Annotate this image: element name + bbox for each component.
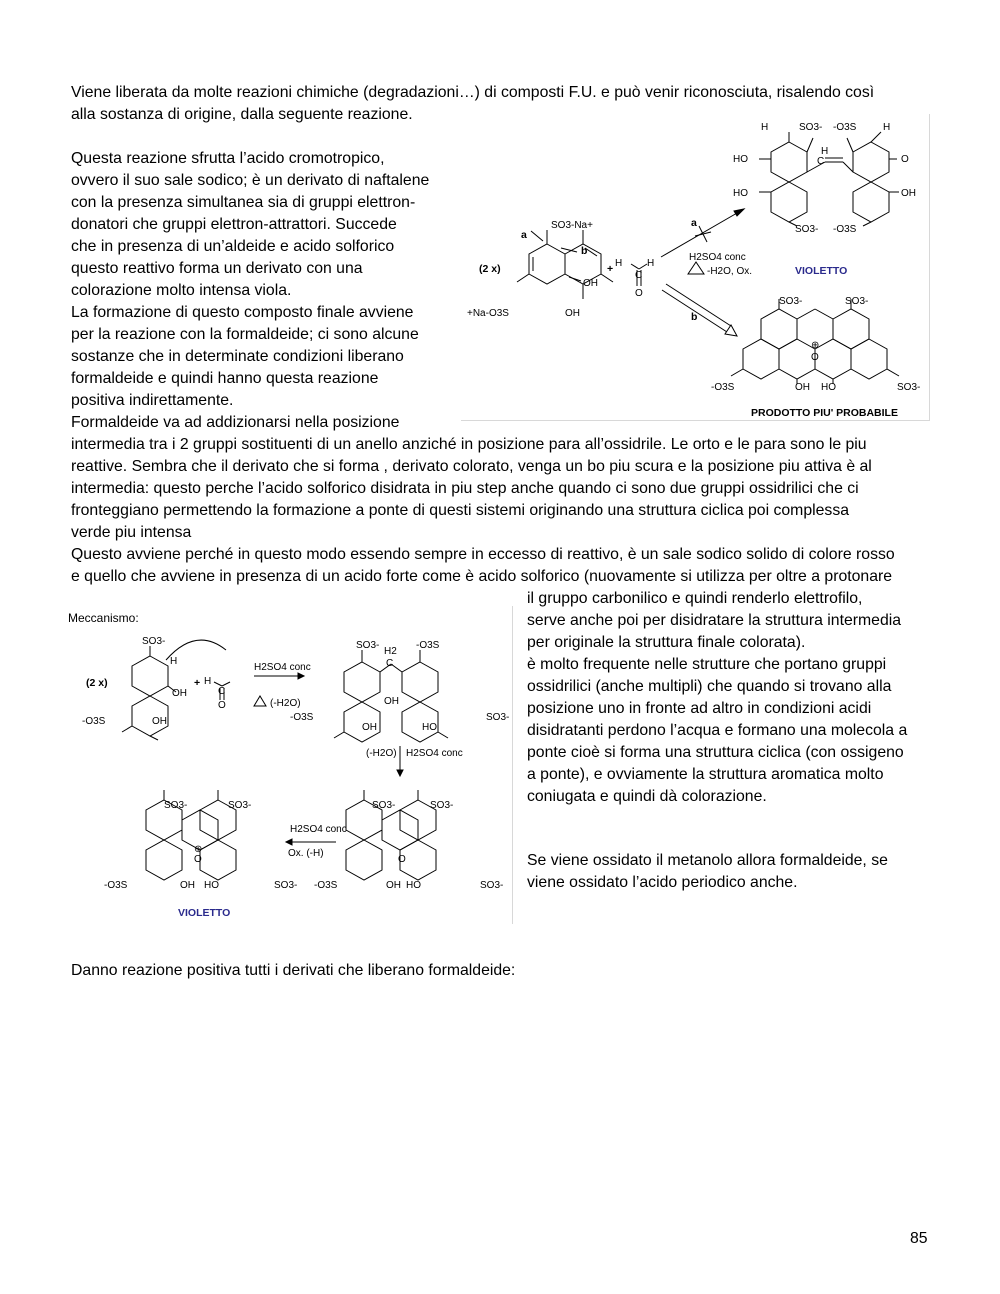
text-line: donatori che gruppi elettron-attrattori. Succede <box>71 216 397 233</box>
mech-conditions-2: (-H2O) <box>270 698 301 709</box>
final-ho: HO <box>204 880 219 891</box>
plus-sign: + <box>607 263 614 275</box>
text-line: serve anche poi per disidratare la struttura intermedia <box>527 612 902 629</box>
mech-conditions-1: H2SO4 conc <box>254 662 311 673</box>
mech-conditions-3: (-H2O) <box>366 748 397 759</box>
text-line: a ponte), e ovviamente la struttura aromatica molto <box>527 766 884 783</box>
mechanism-figure <box>66 606 513 924</box>
mech-plus: + <box>194 677 201 689</box>
text-line: e quello che avviene in presenza di un acido forte come è acido solforico (nuovamente si utilizza per oltre a protonare <box>71 568 893 585</box>
text-line: formaldeide e quindi hanno questa reazione <box>71 370 379 387</box>
text-line: ponte cioè si forma una struttura ciclica (con ossigeno <box>527 744 904 761</box>
text-line: Viene liberata da molte reazioni chimiche (degradazioni…) di composti F.U. e può venir riconosciuta, risalendo così <box>71 84 875 101</box>
text-line: positiva indirettamente. <box>71 392 234 409</box>
text-line: per la reazione con la formaldeide; ci sono alcune <box>71 326 419 343</box>
top-o3s-2: -O3S <box>833 224 857 235</box>
text-line: La formazione di questo composto finale avviene <box>71 304 414 321</box>
text-line: reattive. Sembra che il derivato che si forma , derivato colorato, venga un bo piu scura e la posizione piu attiva è al <box>71 458 872 475</box>
last-so3-1: SO3- <box>372 800 396 811</box>
text-line: colorazione molto intensa viola. <box>71 282 292 299</box>
int-ho: HO <box>422 722 437 733</box>
reaction-scheme <box>461 114 929 420</box>
final-violetto-label: VIOLETTO <box>178 907 231 919</box>
text-line: Se viene ossidato il metanolo allora formaldeide, se <box>527 852 888 869</box>
prodotto-label: PRODOTTO PIU' PROBABILE <box>751 407 898 419</box>
final-oh: OH <box>180 880 195 891</box>
top-o3s-1: -O3S <box>833 122 857 133</box>
position-label-b: b <box>581 245 588 257</box>
right-column-paragraph-2 <box>527 850 888 894</box>
conditions-oxidation: -H2O, Ox. <box>707 266 753 277</box>
formaldehyde-c: C <box>635 270 643 281</box>
mech-formaldehyde-h: H <box>204 676 212 687</box>
mech-h: H <box>170 656 178 667</box>
top-o: O <box>901 154 909 165</box>
oh-label-2: OH <box>565 308 580 319</box>
text-line: fronteggiano permettendo la formazione a ponte di questi sistemi originando una struttura ciclica poi complessa <box>71 502 849 519</box>
conditions-acid: H2SO4 conc <box>689 252 746 263</box>
naso3-label: +Na-O3S <box>467 308 509 319</box>
top-so3-1: SO3- <box>799 122 823 133</box>
formaldehyde-h-1: H <box>615 258 623 269</box>
final-so3-1: SO3- <box>164 800 188 811</box>
text-line: Questo avviene perché in questo modo essendo sempre in eccesso di reattivo, è un sale sodico solido di colore rosso <box>71 546 895 563</box>
text-line: ossidrilici (anche multipli) che quando si trovano alla <box>527 678 892 695</box>
bottom-oh: OH <box>795 382 810 393</box>
mech-oh-2: OH <box>152 716 167 727</box>
text-line: coniugata e quindi dà colorazione. <box>527 788 767 805</box>
arrow-label-a: a <box>691 217 697 229</box>
text-line: Questa reazione sfrutta l’acido cromotropico, <box>71 150 385 167</box>
text-line: questo reattivo forma un derivato con una <box>71 260 363 277</box>
mech-conditions-6: Ox. (-H) <box>288 848 324 859</box>
last-ho: HO <box>406 880 421 891</box>
top-ho-1: HO <box>733 154 748 165</box>
bottom-so3-2: SO3- <box>845 296 869 307</box>
top-ho-2: HO <box>733 188 748 199</box>
top-h-1: H <box>761 122 769 133</box>
arrow-label-b: b <box>691 311 698 323</box>
top-oh: OH <box>901 188 916 199</box>
last-o3s: -O3S <box>314 880 338 891</box>
text-line: ovvero il suo sale sodico; è un derivato di naftalene <box>71 172 430 189</box>
bottom-so3-3: SO3- <box>897 382 921 393</box>
bottom-o3s: -O3S <box>711 382 735 393</box>
page-number: 85 <box>910 1230 928 1247</box>
last-o: O <box>398 854 406 865</box>
last-so3-3: SO3- <box>480 880 504 891</box>
mechanism-title: Meccanismo: <box>68 611 139 625</box>
int-o3s-2: -O3S <box>290 712 314 723</box>
text-line: sostanze che in determinate condizioni liberano <box>71 348 404 365</box>
top-so3-2: SO3- <box>795 224 819 235</box>
text-line: Formaldeide va ad addizionarsi nella posizione <box>71 414 400 431</box>
text-line: intermedia tra i 2 gruppi sostituenti di un anello anziché in posizione para all’ossidrile. Le orto e le para sono le piu <box>71 436 867 453</box>
text-line: disidratanti perdono l’acqua e formano una molecola a <box>527 722 908 739</box>
text-line: verde piu intensa <box>71 524 192 541</box>
text-line: il gruppo carbonilico e quindi renderlo elettrofilo, <box>527 590 863 607</box>
int-oh-2: OH <box>362 722 377 733</box>
position-label-a: a <box>521 229 527 241</box>
reaction-figure <box>461 114 930 421</box>
int-h2: H2 <box>384 646 397 657</box>
text-line: con la presenza simultanea sia di gruppi elettron- <box>71 194 416 211</box>
text-line: intermedia: questo perche l’acido solforico disidrata in piu step anche quando ci sono due gruppi ossidrilici che ci <box>71 480 859 497</box>
so3na-label: SO3-Na+ <box>551 220 593 231</box>
mech-conditions-4: H2SO4 conc <box>406 748 463 759</box>
int-so3-1: SO3- <box>356 640 380 651</box>
bottom-ho: HO <box>821 382 836 393</box>
final-o-plus: ⊕ <box>194 844 203 855</box>
reagent-multiplier: (2 x) <box>479 263 501 275</box>
mech-so3-1: SO3- <box>142 636 166 647</box>
closing-paragraph <box>71 960 515 982</box>
bottom-o-plus: ⊕ <box>811 340 820 351</box>
right-column-paragraph <box>527 588 907 808</box>
text-line: posizione uno in fronte ad altro in condizioni acidi <box>527 700 872 717</box>
mech-multiplier: (2 x) <box>86 677 108 689</box>
final-so3-3: SO3- <box>274 880 298 891</box>
final-o3s: -O3S <box>104 880 128 891</box>
mechanism-scheme <box>66 606 512 924</box>
bottom-so3-1: SO3- <box>779 296 803 307</box>
mech-formaldehyde-o: O <box>218 700 226 711</box>
int-o3s-1: -O3S <box>416 640 440 651</box>
top-c-bridge: C <box>817 156 825 167</box>
violetto-label: VIOLETTO <box>795 265 848 277</box>
full-width-paragraph <box>71 434 895 588</box>
last-oh: OH <box>386 880 401 891</box>
text-line: è molto frequente nelle strutture che portano gruppi <box>527 656 887 673</box>
text-line: che in presenza di un’aldeide e acido solforico <box>71 238 395 255</box>
formaldehyde-h-2: H <box>647 258 655 269</box>
text-line: per originale la struttura finale colorata). <box>527 634 806 651</box>
final-so3-2: SO3- <box>228 800 252 811</box>
text-line: viene ossidato l’acido periodico anche. <box>527 874 798 891</box>
int-c: C <box>386 658 394 669</box>
oh-label-1: OH <box>583 278 598 289</box>
mech-formaldehyde-c: C <box>218 686 226 697</box>
int-oh: OH <box>384 696 399 707</box>
left-column-paragraph <box>71 148 429 434</box>
mech-oh-1: OH <box>172 688 187 699</box>
mech-conditions-5: H2SO4 conc <box>290 824 347 835</box>
bottom-o: O <box>811 352 819 363</box>
formaldehyde-o: O <box>635 288 643 299</box>
final-o: O <box>194 854 202 865</box>
text-line: alla sostanza di origine, dalla seguente reazione. <box>71 106 413 123</box>
text-line: Danno reazione positiva tutti i derivati che liberano formaldeide: <box>71 962 516 979</box>
top-h-bridge: H <box>821 146 829 157</box>
last-so3-2: SO3- <box>430 800 454 811</box>
mech-o3s-1: -O3S <box>82 716 106 727</box>
int-so3-2: SO3- <box>486 712 510 723</box>
top-h-2: H <box>883 122 891 133</box>
